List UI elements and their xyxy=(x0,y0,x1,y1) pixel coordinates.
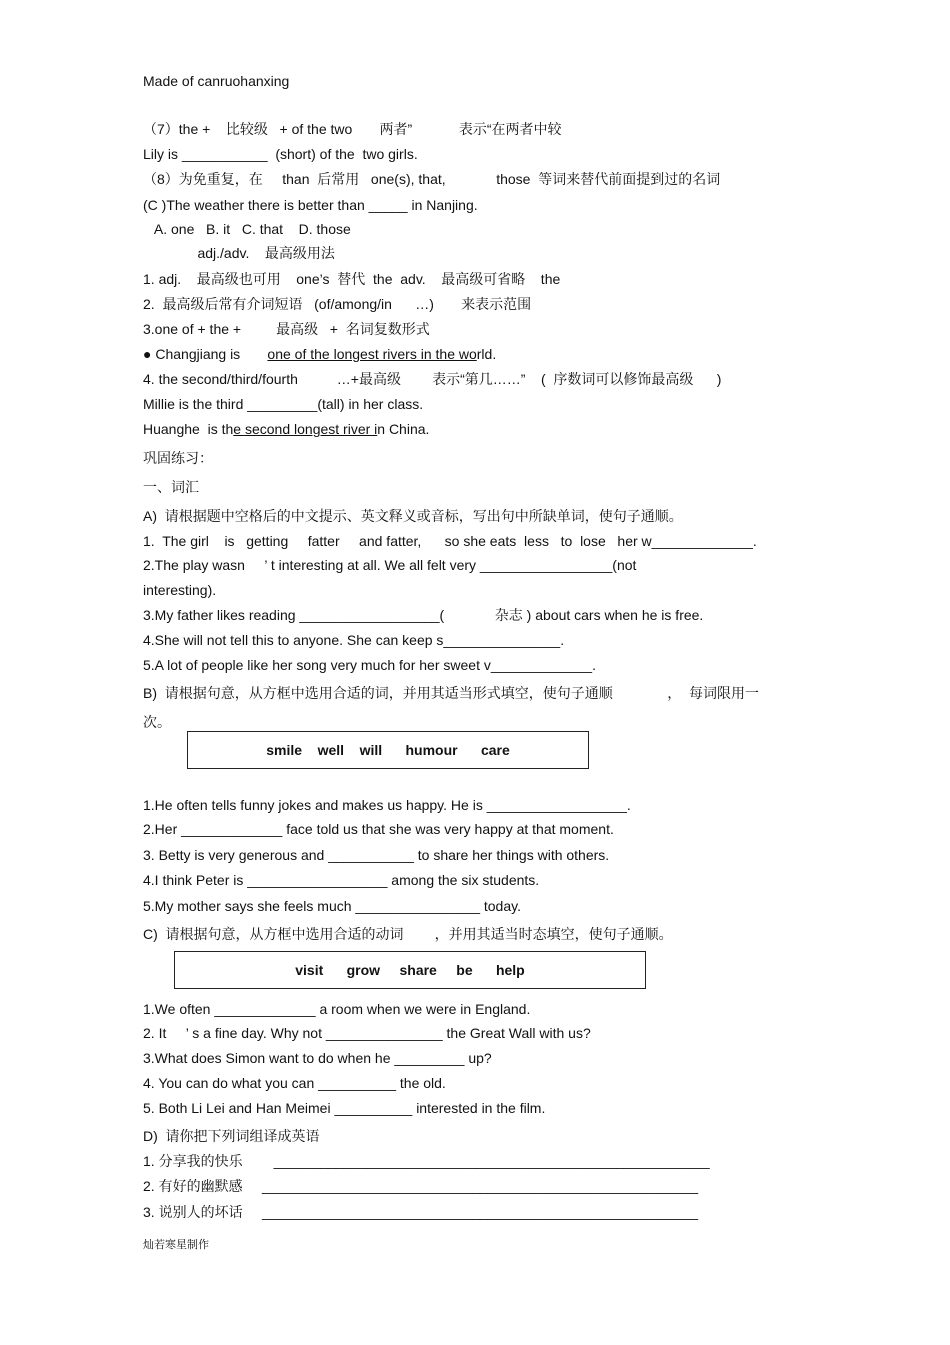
example-changjiang-underlined: one of the longest rivers in the wo xyxy=(267,346,477,362)
section-c-q5: 5. Both Li Lei and Han Meimei __________ interested in the film. xyxy=(143,1100,546,1116)
example-changjiang-pre: ● Changjiang is xyxy=(143,346,268,362)
section-a-q1: 1. The girl is getting fatter and fatter, so she eats less to lose her w_____________. xyxy=(143,533,757,549)
superlative-title: adj./adv. 最高级用法 xyxy=(143,245,335,261)
practice-title: 巩固练习： xyxy=(143,450,213,466)
section-c-instructions: C) 请根据句意，从方框中选用合适的动词 ，并用其适当时态填空，使句子通顺。 xyxy=(143,926,673,942)
question-weather: (C )The weather there is better than _____ in Nanjing. xyxy=(143,197,478,213)
example-lily: Lily is ___________ (short) of the two girls. xyxy=(143,146,418,162)
section-a-q5: 5.A lot of people like her song very much for her sweet v_____________. xyxy=(143,657,596,673)
section-a-q2: 2.The play wasn ’ t interesting at all. We all felt very _________________(not xyxy=(143,557,637,573)
section-c-q2: 2. It ’ s a fine day. Why not _______________ the Great Wall with us? xyxy=(143,1025,591,1041)
section-a-instructions: A) 请根据题中空格后的中文提示、英文释义或音标，写出句中所缺单词，使句子通顺。 xyxy=(143,508,683,524)
example-changjiang-post: rld. xyxy=(476,346,497,362)
superlative-rule-3: 3.one of + the + 最高级 + 名词复数形式 xyxy=(143,321,430,337)
superlative-rule-4: 4. the second/third/fourth …+最高级 表示“第几……” ( 序数词可以修饰最高级 ) xyxy=(143,371,722,387)
section-b-instructions-cont: 次。 xyxy=(143,714,171,730)
example-changjiang xyxy=(143,345,496,363)
superlative-rule-2: 2. 最高级后常有介词短语 (of/among/in …) 来表示范围 xyxy=(143,296,532,312)
section-c-word-box: visit grow share be help xyxy=(174,951,646,989)
section-c-q1: 1.We often _____________ a room when we were in England. xyxy=(143,1001,531,1017)
section-c-q3: 3.What does Simon want to do when he _________ up? xyxy=(143,1050,492,1066)
section-b-q4: 4.I think Peter is __________________ among the six students. xyxy=(143,872,540,888)
section-b-q3: 3. Betty is very generous and ___________ to share her things with others. xyxy=(143,847,610,863)
example-huanghe-pre: Huanghe is th xyxy=(143,421,234,437)
section-d-q2: 2. 有好的幽默感 ________________________________________________________ xyxy=(143,1178,699,1194)
example-huanghe-underlined: e second longest river i xyxy=(233,421,378,437)
example-millie: Millie is the third _________(tall) in her class. xyxy=(143,396,424,412)
section-d-q3: 3. 说别人的坏话 ________________________________________________________ xyxy=(143,1204,699,1220)
superlative-rule-1: 1. adj. 最高级也可用 one’s 替代 the adv. 最高级可省略 the xyxy=(143,271,561,287)
example-huanghe-post: n China. xyxy=(377,421,430,437)
section-d-q1: 1. 分享我的快乐 ________________________________________________________ xyxy=(143,1153,710,1169)
grammar-rule-7: （7）the + 比较级 + of the two 两者” 表示“在两者中较 xyxy=(143,121,562,137)
question-options: A. one B. it C. that D. those xyxy=(143,221,351,237)
section-a-q2-cont: interesting). xyxy=(143,582,217,598)
section-a-q3: 3.My father likes reading __________________( 杂志 ) about cars when he is free. xyxy=(143,607,704,623)
section-b-q2: 2.Her _____________ face told us that she was very happy at that moment. xyxy=(143,821,614,837)
section-b-q1: 1.He often tells funny jokes and makes us happy. He is __________________. xyxy=(143,797,631,813)
page-header: Made of canruohanxing xyxy=(143,73,290,89)
section-d-instructions: D) 请你把下列词组译成英语 xyxy=(143,1128,320,1144)
section-b-word-box: smile well will humour care xyxy=(187,731,589,769)
section-b-q5: 5.My mother says she feels much ________________ today. xyxy=(143,898,521,914)
section-b-instructions: B) 请根据句意，从方框中选用合适的词，并用其适当形式填空，使句子通顺 ， 每词限用一 xyxy=(143,685,760,701)
grammar-rule-8: （8）为免重复，在 than 后常用 one(s), that, those 等词来替代前面提到过的名词 xyxy=(143,171,721,187)
section-a-q4: 4.She will not tell this to anyone. She can keep s_______________. xyxy=(143,632,565,648)
vocab-title: 一、词汇 xyxy=(143,479,199,495)
page-footer: 灿若寒星制作 xyxy=(143,1239,209,1251)
example-huanghe xyxy=(143,420,429,438)
section-c-q4: 4. You can do what you can __________ the old. xyxy=(143,1075,446,1091)
